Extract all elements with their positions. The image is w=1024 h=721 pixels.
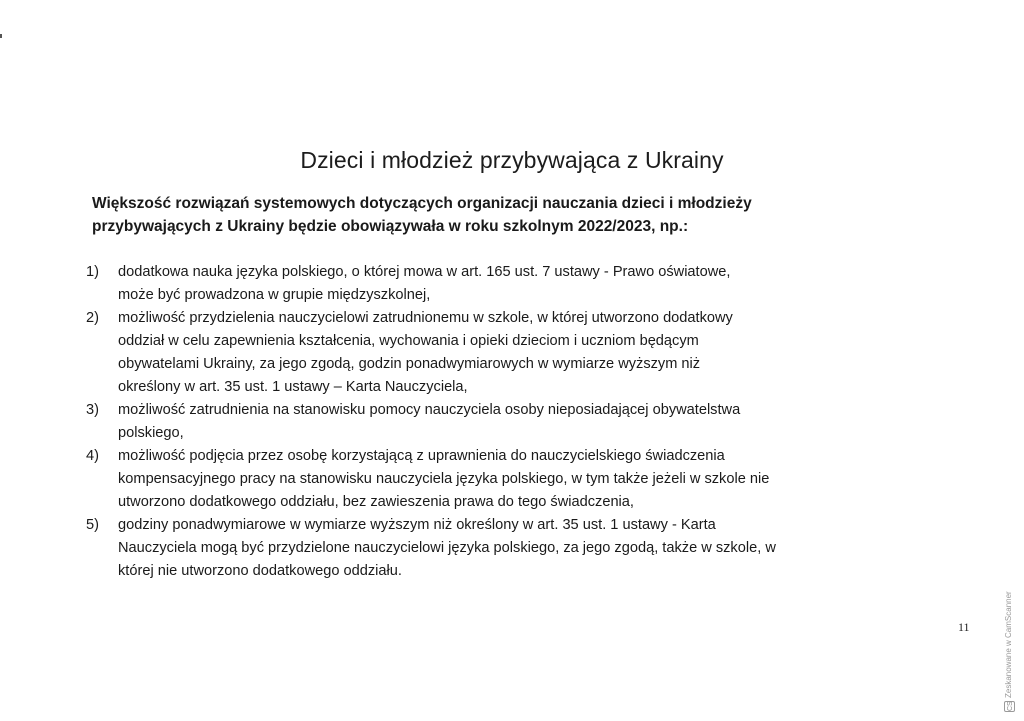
scanner-watermark-text: Zeskanowane w CamScanner <box>1004 591 1013 698</box>
list-item <box>86 261 886 307</box>
list-item-line: kompensacyjnego pracy na stanowisku nauczyciela języka polskiego, w tym także jeżeli w szkole nie <box>118 471 770 487</box>
list-item-line: polskiego, <box>118 425 184 441</box>
list-item-line: Nauczyciela mogą być przydzielone nauczycielowi języka polskiego, za jego zgodą, także w szkole, w <box>118 540 776 556</box>
list-item-line: możliwość przydzielenia nauczycielowi zatrudnionemu w szkole, w której utworzono dodatkowy <box>118 310 733 326</box>
list-item-line: godziny ponadwymiarowe w wymiarze wyższym niż określony w art. 35 ust. 1 ustawy - Karta <box>118 517 716 533</box>
page-title: Dzieci i młodzież przybywająca z Ukrainy <box>300 147 724 173</box>
camscanner-logo-icon: CS <box>1004 701 1015 712</box>
page-number: 11 <box>958 620 970 634</box>
list-item <box>86 307 886 399</box>
scanner-watermark <box>1002 590 1018 715</box>
list-item-number: 4) <box>86 448 99 464</box>
list-item-line: określony w art. 35 ust. 1 ustawy – Karta Nauczyciela, <box>118 379 468 395</box>
list-item-line: możliwość podjęcia przez osobę korzystającą z uprawnienia do nauczycielskiego świadczenia <box>118 448 725 464</box>
list-item-number: 1) <box>86 264 99 280</box>
intro-line: przybywających z Ukrainy będzie obowiązywała w roku szkolnym 2022/2023, np.: <box>92 218 689 235</box>
list-item <box>86 514 886 583</box>
list-item-number: 5) <box>86 517 99 533</box>
list-item-number: 3) <box>86 402 99 418</box>
intro-line: Większość rozwiązań systemowych dotyczących organizacji nauczania dzieci i młodzieży <box>92 195 752 212</box>
list-item-line: utworzono dodatkowego oddziału, bez zawieszenia prawa do tego świadczenia, <box>118 494 634 510</box>
list-item-line: oddział w celu zapewnienia kształcenia, wychowania i opieki dzieciom i uczniom będącym <box>118 333 699 349</box>
list-item-number: 2) <box>86 310 99 326</box>
numbered-list <box>86 261 886 583</box>
list-item-line: może być prowadzona w grupie międzyszkolnej, <box>118 287 431 303</box>
list-item-line: możliwość zatrudnienia na stanowisku pomocy nauczyciela osoby nieposiadającej obywatelstwa <box>118 402 741 418</box>
scan-artifact-mark <box>0 34 2 38</box>
list-item-line: dodatkowa nauka języka polskiego, o której mowa w art. 165 ust. 7 ustawy - Prawo oświatowe, <box>118 264 731 280</box>
intro-paragraph <box>92 192 792 238</box>
list-item <box>86 399 886 445</box>
list-item <box>86 445 886 514</box>
list-item-line: obywatelami Ukrainy, za jego zgodą, godzin ponadwymiarowych w wymiarze wyższym niż <box>118 356 701 372</box>
list-item-line: której nie utworzono dodatkowego oddziału. <box>118 563 402 579</box>
